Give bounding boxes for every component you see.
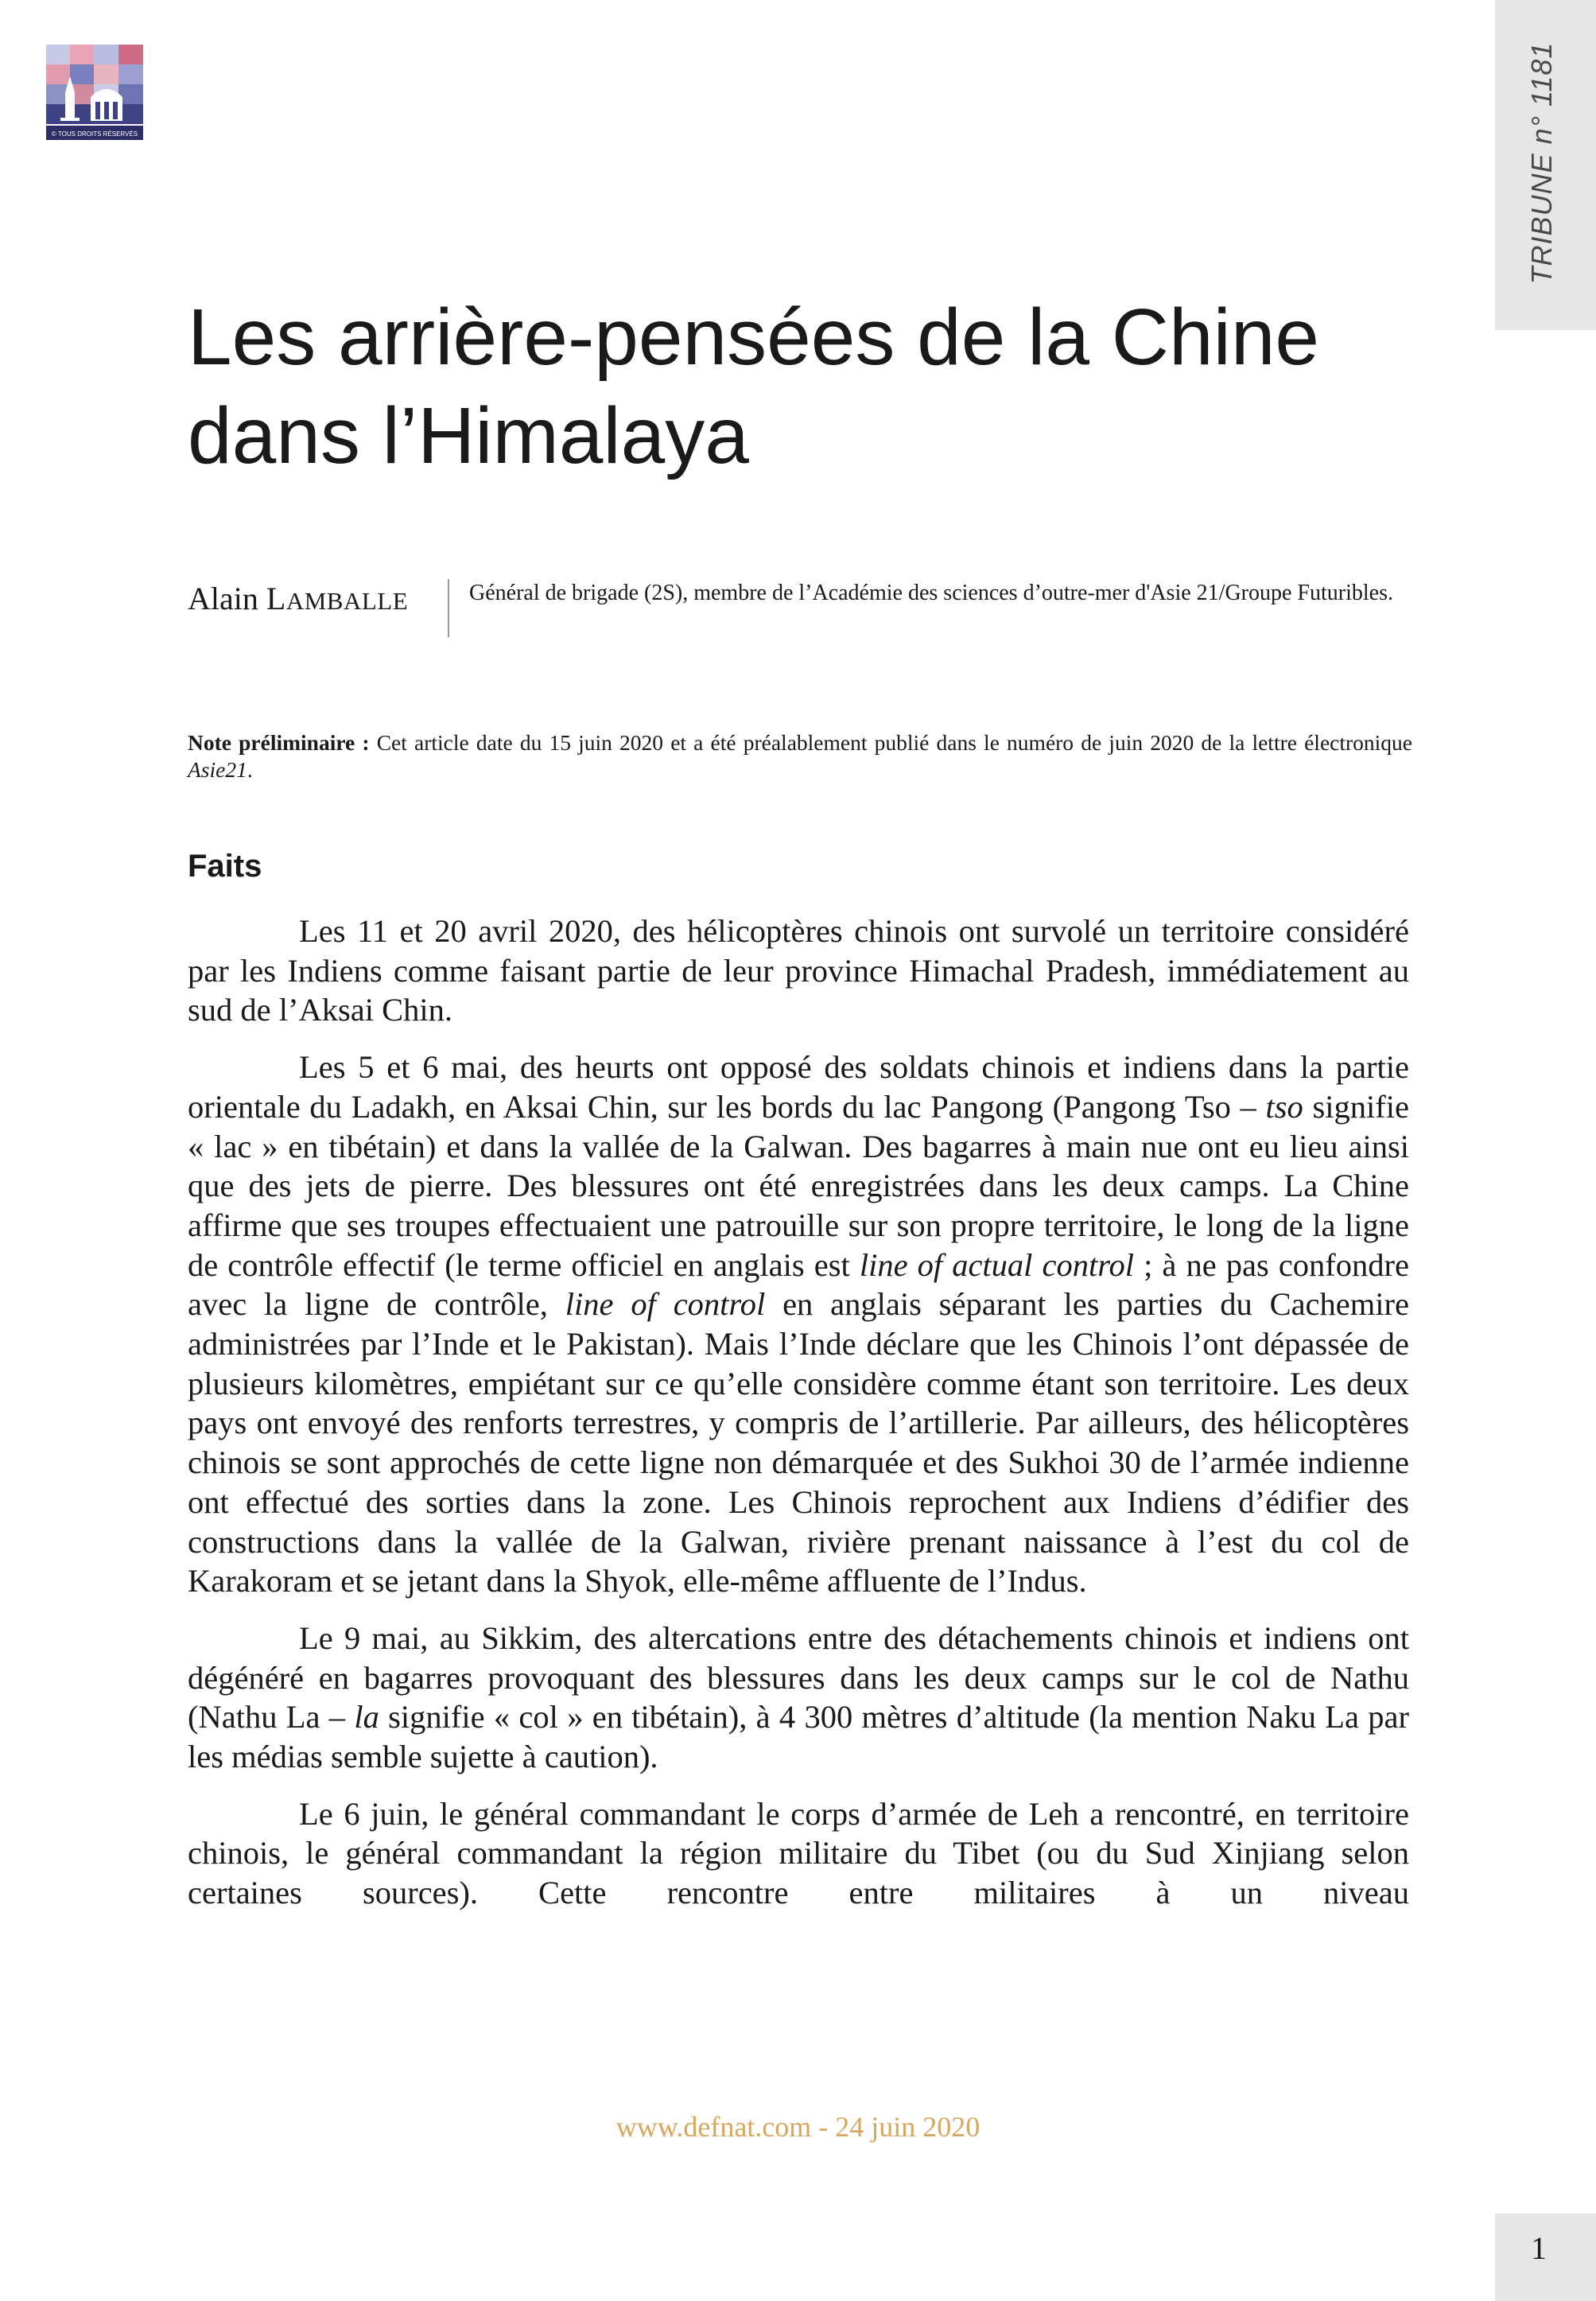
section-heading: Faits [188,849,262,884]
page-number: 1 [1531,2230,1547,2266]
note-text: Cet article date du 15 juin 2020 et a été préalablement publié dans le numéro de juin 2020 de la lettre électronique [369,730,1413,755]
note-publication: Asie21 [188,757,247,782]
logo [46,45,143,140]
author-last-name: LAMBALLE [266,581,409,616]
paragraph-3-text: Le 9 mai, au Sikkim, des altercations entre des détachements chinois et indiens ont dégénéré en bagarres provoquant des blessures dans les deux camps sur le col de Nathu (Nathu La – [188,1619,1409,1735]
author-bio: Général de brigade (2S), membre de l’Académie des sciences d’outre-mer d'Asie 21/Groupe Futuribles. [469,581,1393,605]
paragraph-2-text: en anglais séparant les parties du Cachemire administrées par l’Inde et le Pakistan). Mais l’Inde déclare que les Chinois l’ont dépassée de plusieurs kilomètres, empiétant sur ce qu’elle considère comme étant son territoire. Les deux pays ont envoyé des renforts terrestres, y compris de l’artillerie. Par ailleurs, des hélicoptères chinois se sont approchés de cette ligne non démarquée et des Sukhoi 30 de l’armée indienne ont effectué des sorties dans la zone. Les Chinois reprochent aux Indiens d’édifier des constructions dans la vallée de la Galwan, rivière prenant naissance à l’est du col de Karakoram et se jetant dans la Shyok, elle-même affluente de l’Indus. [188,1286,1409,1599]
article-title [188,288,1428,485]
paragraph-3 [188,1619,1409,1777]
paragraph-2-italic-tso: tso [1265,1088,1303,1125]
footer-url[interactable]: www.defnat.com - 24 juin 2020 [615,2111,981,2143]
paragraph-2-text: Les 5 et 6 mai, des heurts ont opposé des soldats chinois et indiens dans la partie orientale du Ladakh, en Aksai Chin, sur les bords du lac Pangong (Pangong Tso – [188,1049,1409,1125]
paragraph-2 [188,1047,1409,1601]
paragraph-3-text: signifie « col » en tibétain), à 4 300 mètres d’altitude (la mention Naku La par les médias semble sujette à caution). [188,1699,1409,1775]
note-text-end: . [247,757,253,782]
tribune-number: TRIBUNE n° 1181 [1525,41,1558,285]
author-name [188,580,408,620]
paragraph-3-italic-la: la [354,1699,379,1735]
preliminary-note [188,729,1412,783]
note-label: Note préliminaire : [188,730,370,755]
article-title-line1: Les arrière-pensées de la Chine [188,293,1320,382]
paragraph-2-text: signifie « lac » en tibétain) et dans la vallée de la Galwan. Des bagarres à main nue ont eu lieu ainsi que des jets de pierre. Des blessures ont été enregistrées dans les deux camps. La Chine affirme que ses troupes effectuaient une patrouille sur son propre territoire, le long de la ligne de contrôle effectif (le terme officiel en anglais est [188,1088,1409,1283]
paragraph-2-italic-loc: line of control [565,1286,766,1323]
paragraph-1: Les 11 et 20 avril 2020, des hélicoptères chinois ont survolé un territoire considéré par les Indiens comme faisant partie de leur province Himachal Pradesh, immédiatement au sud de l’Aksai Chin. [188,913,1409,1028]
logo-image [46,45,143,140]
article-body [188,911,1409,1930]
paragraph-2-italic-loac: line of actual control [859,1246,1134,1283]
logo-caption: © TOUS DROITS RÉSERVÉS [51,130,138,138]
author-first-name: Alain [188,581,258,616]
author-divider [448,579,449,637]
paragraph-4: Le 6 juin, le général commandant le corps d’armée de Leh a rencontré, en territoire chinois, le général commandant la région militaire du Tibet (ou du Sud Xinjiang selon certaines sources). Cette rencontre entre militaires à un niveau [188,1795,1409,1911]
article-title-line2: dans l’Himalaya [188,391,749,480]
paragraph-2-text: ; à ne pas confondre avec la ligne de contrôle, [188,1246,1409,1323]
